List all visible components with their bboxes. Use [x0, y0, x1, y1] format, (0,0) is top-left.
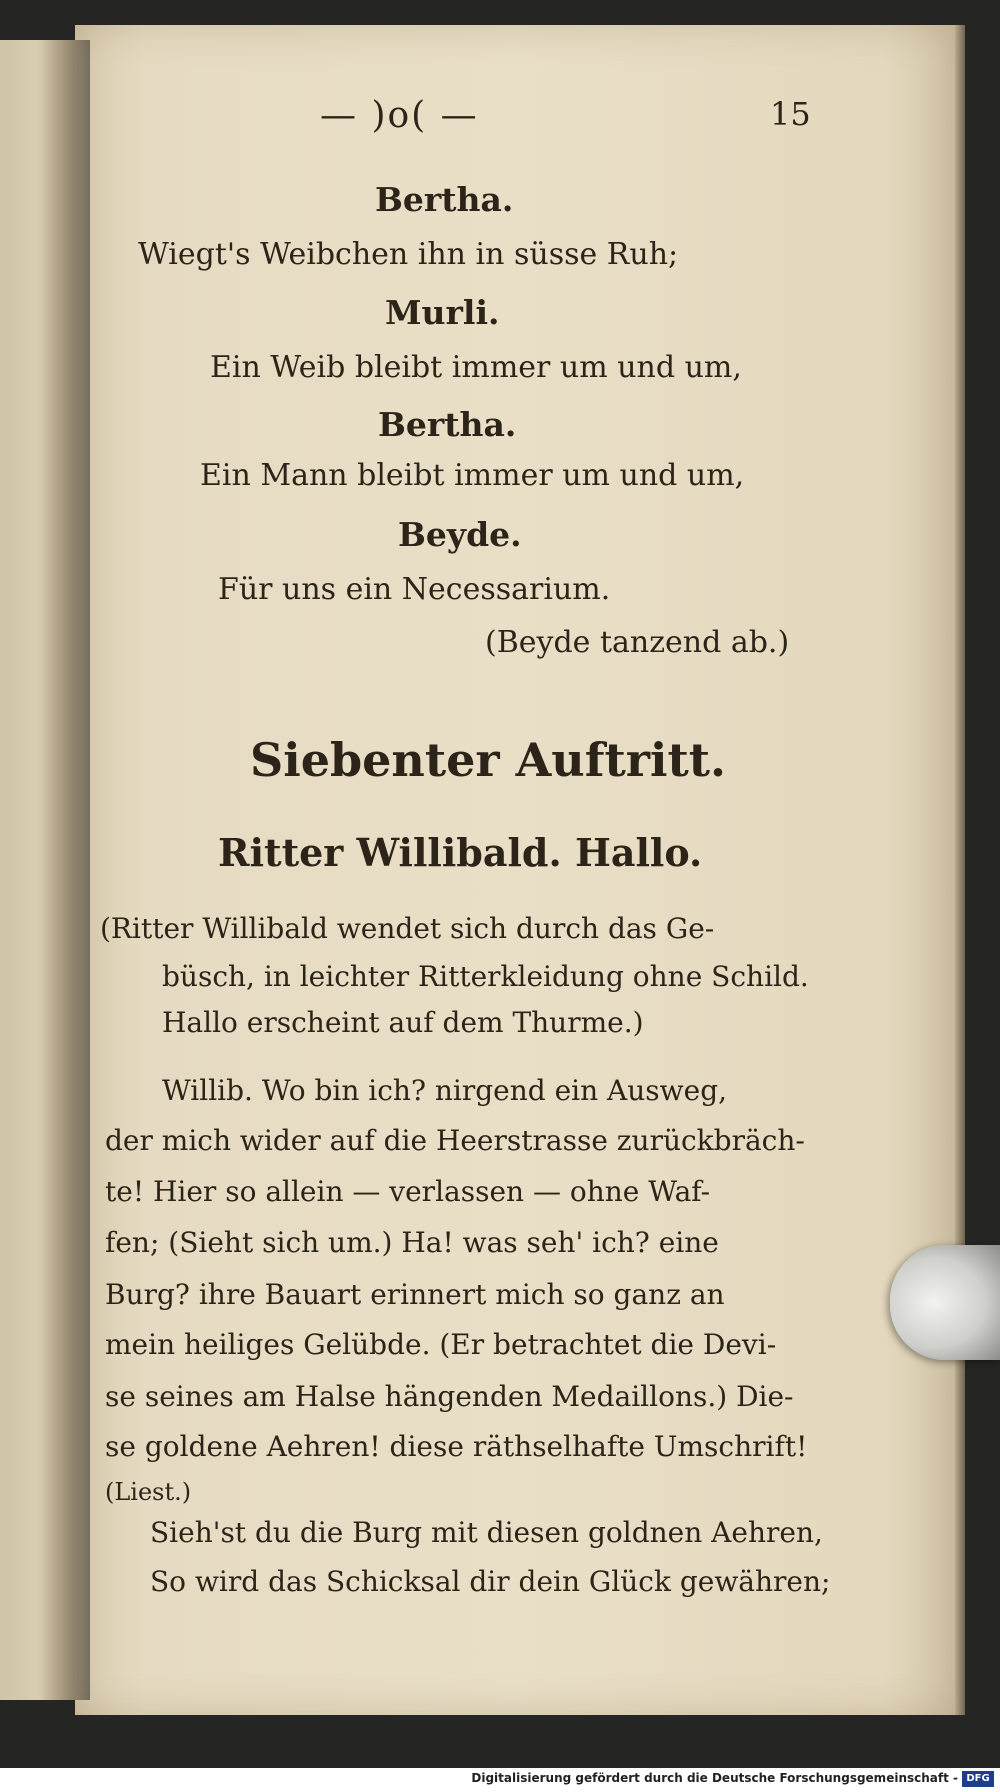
stage-direction-exit: (Beyde tanzend ab.)	[485, 625, 790, 660]
digitization-credit: Digitalisierung gefördert durch die Deutsche Forschungsgemeinschaft -	[471, 1771, 958, 1785]
stage-direction-line: büsch, in leichter Ritterkleidung ohne Schild.	[162, 960, 809, 993]
scene-heading: Siebenter Auftritt.	[250, 733, 726, 787]
page-gutter	[40, 40, 90, 1700]
running-head: — )o( —	[320, 95, 479, 136]
page-number: 15	[770, 95, 811, 133]
prose-line: der mich wider auf die Heerstrasse zurückbräch-	[105, 1124, 805, 1157]
scene-characters: Ritter Willibald. Hallo.	[218, 830, 703, 875]
prose-line: se seines am Halse hängenden Medaillons.) Die-	[105, 1380, 794, 1413]
page-clip	[890, 1245, 1000, 1360]
verse-line: Wiegt's Weibchen ihn in süsse Ruh;	[138, 237, 679, 272]
stage-direction-line: Hallo erscheint auf dem Thurme.)	[162, 1006, 644, 1039]
speaker-name: Bertha.	[378, 405, 517, 444]
speaker-name: Murli.	[385, 293, 500, 332]
page-right-edge	[955, 25, 965, 1715]
verse-inscription: So wird das Schicksal dir dein Glück gewähren;	[150, 1565, 831, 1598]
dfg-logo: DFG	[962, 1771, 994, 1787]
verse-inscription: Sieh'st du die Burg mit diesen goldnen Aehren,	[150, 1516, 823, 1549]
prose-line: mein heiliges Gelübde. (Er betrachtet die Devi-	[105, 1328, 777, 1361]
prose-line: Burg? ihre Bauart erinnert mich so ganz an	[105, 1278, 725, 1311]
verse-line: Für uns ein Necessarium.	[218, 572, 611, 607]
verse-line: Ein Mann bleibt immer um und um,	[200, 458, 745, 493]
speaker-name: Bertha.	[375, 180, 514, 219]
prose-line: se goldene Aehren! diese räthselhafte Umschrift!	[105, 1430, 808, 1463]
prose-line: te! Hier so allein — verlassen — ohne Waf-	[105, 1175, 711, 1208]
stage-direction-read: (Liest.)	[105, 1478, 192, 1506]
prose-line: fen; (Sieht sich um.) Ha! was seh' ich? eine	[105, 1226, 719, 1259]
verse-line: Ein Weib bleibt immer um und um,	[210, 350, 742, 385]
stage-direction-line: (Ritter Willibald wendet sich durch das Ge-	[100, 912, 715, 945]
prose-line: Willib. Wo bin ich? nirgend ein Ausweg,	[162, 1074, 728, 1107]
speaker-name: Beyde.	[398, 515, 522, 554]
